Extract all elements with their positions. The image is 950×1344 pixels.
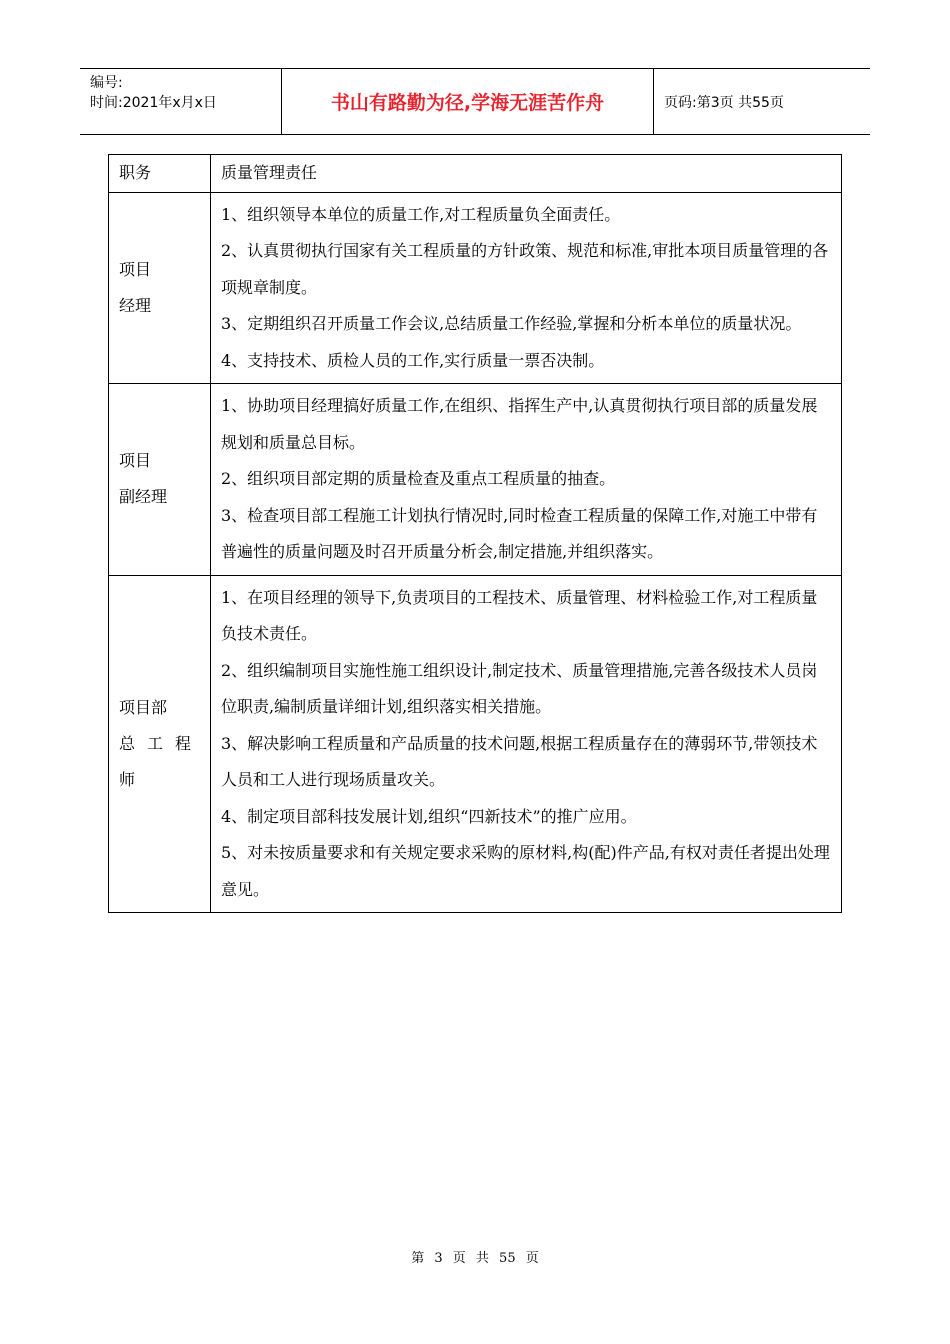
table-row-deputy-manager (109, 384, 842, 576)
role-cell (109, 192, 211, 384)
duty-item: 1、组织领导本单位的质量工作,对工程质量负全面责任。 (221, 204, 621, 224)
duty-item: 1、在项目经理的领导下,负责项目的工程技术、质量管理、材料检验工作,对工程质量负技术责任。 (221, 587, 818, 643)
role-cell (109, 575, 211, 913)
table-header-row (109, 155, 842, 193)
role-line: 师 (119, 769, 136, 789)
duty-item: 2、组织编制项目实施性施工组织设计,制定技术、质量管理措施,完善各级技术人员岗位职责,编制质量详细计划,组织落实相关措施。 (221, 660, 818, 716)
role-line: 项目 (119, 259, 152, 279)
page-footer: 第 3 页 共 55 页 (411, 1251, 539, 1266)
duty-item: 3、解决影响工程质量和产品质量的技术问题,根据工程质量存在的薄弱环节,带领技术人员和工人进行现场质量攻关。 (221, 733, 818, 789)
table-row-project-manager (109, 192, 842, 384)
duty-cell (211, 192, 842, 384)
role-line: 总工程 (119, 733, 204, 753)
header-page-label: 页码:第3页 共55页 (664, 94, 784, 111)
responsibility-table (108, 154, 842, 913)
role-line: 副经理 (119, 487, 168, 507)
duty-cell (211, 575, 842, 913)
duty-item: 4、支持技术、质检人员的工作,实行质量一票否决制。 (221, 350, 605, 370)
duty-item: 2、认真贯彻执行国家有关工程质量的方针政策、规范和标准,审批本项目质量管理的各项规章制度。 (221, 241, 829, 297)
role-line: 项目 (119, 451, 152, 471)
table-row-chief-engineer (109, 575, 842, 913)
duty-cell (211, 384, 842, 576)
role-line: 项目部 (119, 697, 168, 717)
page-header (80, 68, 870, 135)
header-duty-cell: 质量管理责任 (211, 155, 842, 193)
duty-item: 2、组织项目部定期的质量检查及重点工程质量的抽查。 (221, 469, 616, 488)
header-role-cell: 职务 (109, 155, 211, 193)
role-line: 经理 (119, 295, 152, 315)
header-meta (80, 69, 282, 134)
duty-item: 5、对未按质量要求和有关规定要求采购的原材料,构(配)件产品,有权对责任者提出处理意见。 (221, 843, 830, 899)
document-number-label: 编号: (90, 75, 123, 91)
duty-item: 4、制定项目部科技发展计划,组织“四新技术”的推广应用。 (221, 806, 637, 826)
duty-item: 1、协助项目经理搞好质量工作,在组织、指挥生产中,认真贯彻执行项目部的质量发展规划和质量总目标。 (221, 396, 818, 452)
document-date-label: 时间:2021年x月x日 (90, 95, 217, 111)
duty-item: 3、检查项目部工程施工计划执行情况时,同时检查工程质量的保障工作,对施工中带有普遍性的质量问题及时召开质量分析会,制定措施,并组织落实。 (221, 505, 818, 561)
header-motto: 书山有路勤为径,学海无涯苦作舟 (282, 69, 654, 134)
duty-item: 3、定期组织召开质量工作会议,总结质量工作经验,掌握和分析本单位的质量状况。 (221, 314, 802, 333)
role-cell (109, 384, 211, 576)
